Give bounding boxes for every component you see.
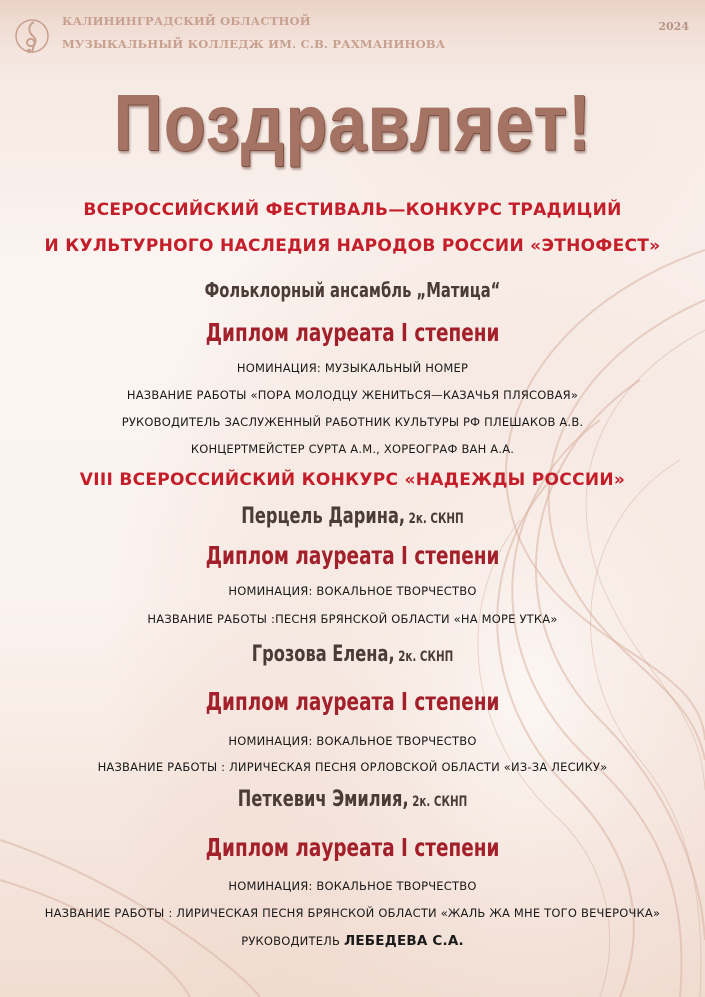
festival-title-line2: И КУЛЬТУРНОГО НАСЛЕДИЯ НАРОДОВ РОССИИ «ЭТНОФЕСТ» <box>44 236 661 256</box>
contest-leader-label: РУКОВОДИТЕЛЬ <box>241 934 341 948</box>
participant-diploma: Диплом лауреата I степени <box>205 687 500 716</box>
header <box>0 0 705 70</box>
year-label: 2024 <box>658 20 689 33</box>
festival-nomination: НОМИНАЦИЯ: МУЗЫКАЛЬНЫЙ НОМЕР <box>236 361 469 375</box>
participant-group: 2к. СКНП <box>408 794 468 810</box>
participant-name-text: Перцель Дарина, <box>241 504 406 529</box>
ensemble-name: Фольклорный ансамбль „Матица“ <box>204 278 501 302</box>
contest-leader-name: ЛЕБЕДЕВА С.А. <box>343 933 464 949</box>
participant-work-title: НАЗВАНИЕ РАБОТЫ :ПЕСНЯ БРЯНСКОЙ ОБЛАСТИ «НА МОРЕ УТКА» <box>147 612 558 626</box>
festival-work-title: НАЗВАНИЕ РАБОТЫ «ПОРА МОЛОДЦУ ЖЕНИТЬСЯ—КАЗАЧЬЯ ПЛЯСОВАЯ» <box>126 388 579 402</box>
college-name-line2: МУЗЫКАЛЬНЫЙ КОЛЛЕДЖ ИМ. С.В. РАХМАНИНОВА <box>62 37 446 51</box>
participant-nomination: НОМИНАЦИЯ: ВОКАЛЬНОЕ ТВОРЧЕСТВО <box>228 879 477 893</box>
participant-nomination: НОМИНАЦИЯ: ВОКАЛЬНОЕ ТВОРЧЕСТВО <box>228 584 477 598</box>
participant-nomination: НОМИНАЦИЯ: ВОКАЛЬНОЕ ТВОРЧЕСТВО <box>228 734 477 748</box>
contest-leader <box>0 933 705 949</box>
participant-name <box>63 504 641 529</box>
treble-clef-logo-icon <box>14 16 50 56</box>
participant-group: 2к. СКНП <box>394 649 454 665</box>
participant-name-text: Грозова Елена, <box>251 642 395 667</box>
headline-congratulates: Поздравляет! <box>113 78 592 167</box>
participant-name <box>63 787 641 812</box>
festival-diploma: Диплом лауреата I степени <box>205 318 500 347</box>
festival-leader: РУКОВОДИТЕЛЬ ЗАСЛУЖЕННЫЙ РАБОТНИК КУЛЬТУРЫ РФ ПЛЕШАКОВ А.В. <box>121 415 584 429</box>
participant-diploma: Диплом лауреата I степени <box>205 541 500 570</box>
festival-title-line1: ВСЕРОССИЙСКИЙ ФЕСТИВАЛЬ—КОНКУРС ТРАДИЦИЙ <box>83 200 622 220</box>
participant-diploma: Диплом лауреата I степени <box>205 833 500 862</box>
participant-name <box>63 642 641 667</box>
contest-title: VIII ВСЕРОССИЙСКИЙ КОНКУРС «НАДЕЖДЫ РОССИИ» <box>79 470 626 490</box>
participant-group: 2к. СКНП <box>405 511 464 527</box>
college-name-line1: КАЛИНИНГРАДСКИЙ ОБЛАСТНОЙ <box>62 14 311 28</box>
participant-name-text: Петкевич Эмилия, <box>237 787 409 812</box>
participant-work-title: НАЗВАНИЕ РАБОТЫ : ЛИРИЧЕСКАЯ ПЕСНЯ ОРЛОВСКОЙ ОБЛАСТИ «ИЗ-ЗА ЛЕСИКУ» <box>97 760 608 774</box>
participant-work-title: НАЗВАНИЕ РАБОТЫ : ЛИРИЧЕСКАЯ ПЕСНЯ БРЯНСКОЙ ОБЛАСТИ «ЖАЛЬ ЖА МНЕ ТОГО ВЕЧЕРОЧКА» <box>44 906 661 920</box>
festival-accompanist: КОНЦЕРТМЕЙСТЕР СУРТА А.М., ХОРЕОГРАФ ВАН А.А. <box>190 442 515 456</box>
